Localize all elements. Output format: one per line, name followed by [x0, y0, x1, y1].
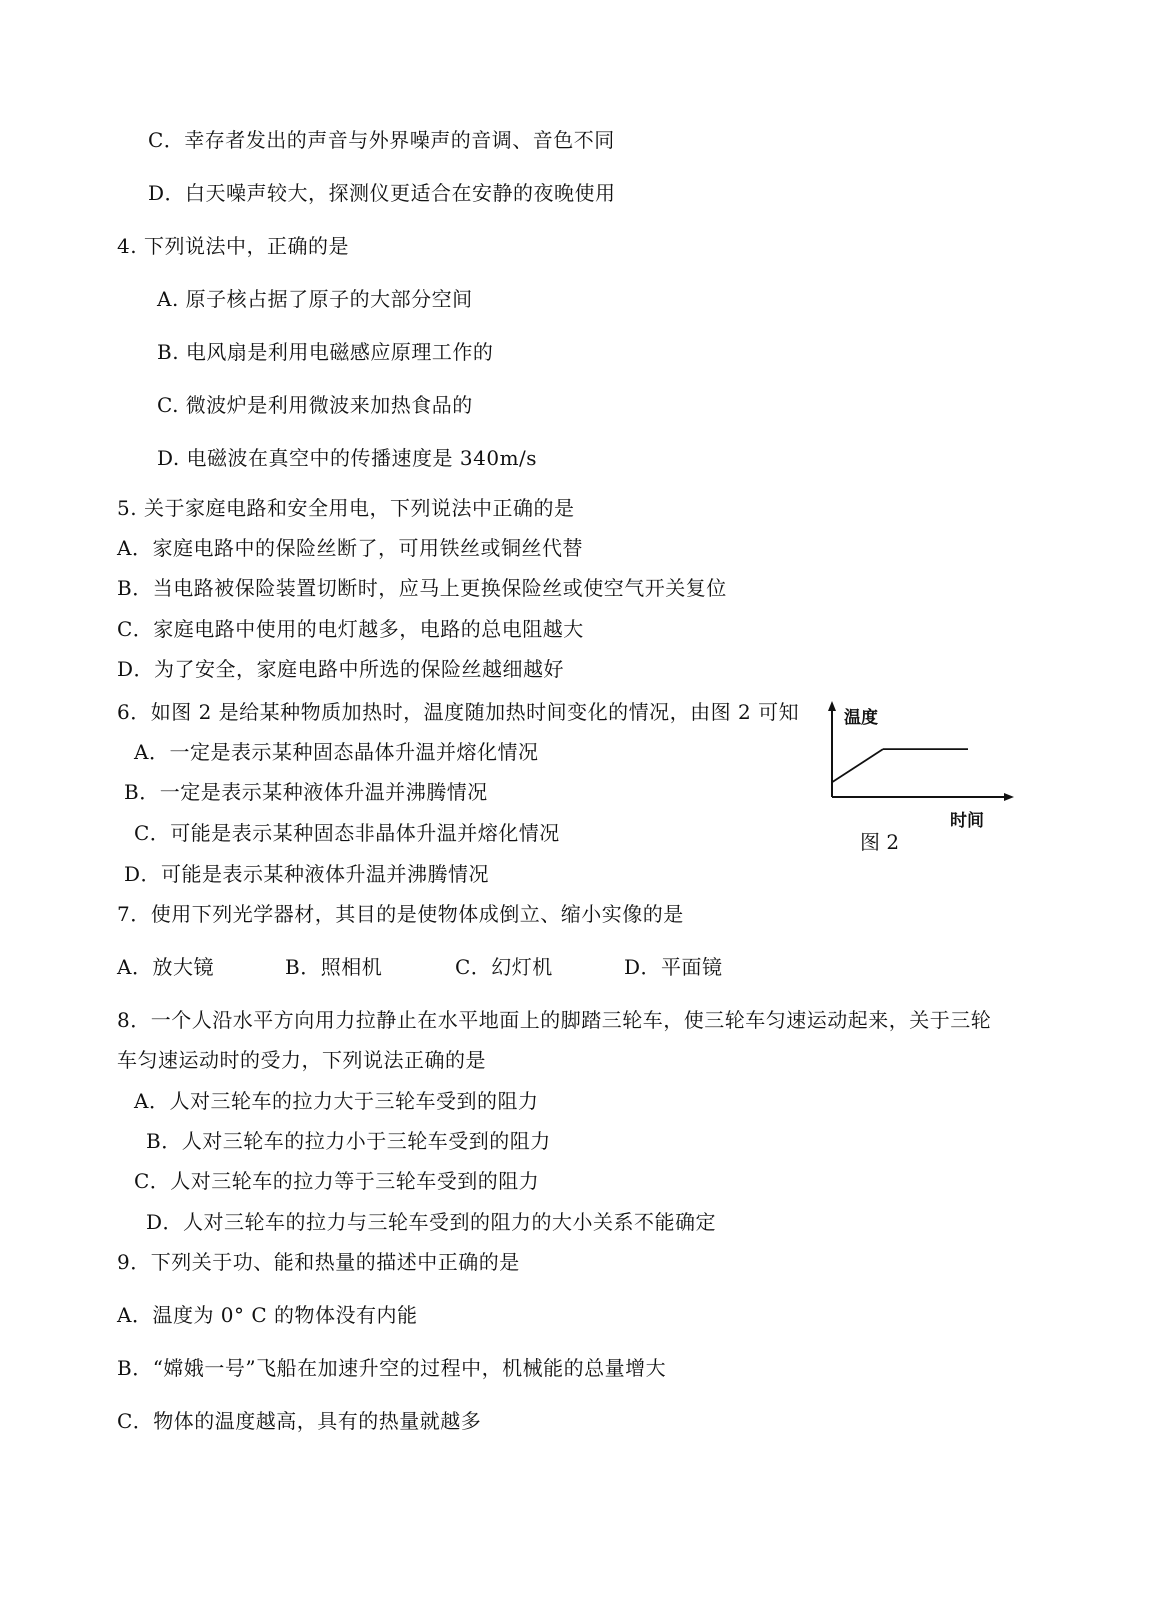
graph-y-axis-label: 温度 [844, 708, 878, 728]
q8-stem-line2: 车匀速运动时的受力，下列说法正确的是 [117, 1048, 486, 1072]
q7-option-b: B．照相机 [285, 955, 383, 979]
q6-option-b: B．一定是表示某种液体升温并沸腾情况 [124, 780, 488, 804]
q4-option-b: B. 电风扇是利用电磁感应原理工作的 [157, 340, 494, 364]
graph-x-axis-label: 时间 [950, 811, 984, 831]
x-axis-arrow [1004, 793, 1014, 801]
q5-option-d: D．为了安全，家庭电路中所选的保险丝越细越好 [117, 657, 565, 681]
q4-option-a: A. 原子核占据了原子的大部分空间 [157, 287, 473, 311]
rising-segment [832, 749, 883, 782]
q5-option-c: C．家庭电路中使用的电灯越多，电路的总电阻越大 [117, 617, 584, 641]
q4-stem: 4. 下列说法中，正确的是 [117, 234, 349, 258]
figure-caption: 图 2 [860, 830, 900, 854]
q3-option-d: D．白天噪声较大，探测仪更适合在安静的夜晚使用 [148, 181, 616, 205]
q8-option-d: D．人对三轮车的拉力与三轮车受到的阻力的大小关系不能确定 [146, 1210, 717, 1234]
q9-option-c: C．物体的温度越高，具有的热量就越多 [117, 1409, 482, 1433]
q6-stem: 6．如图 2 是给某种物质加热时，温度随加热时间变化的情况，由图 2 可知 [117, 700, 800, 724]
q5-stem: 5. 关于家庭电路和安全用电，下列说法中正确的是 [117, 496, 575, 520]
q9-stem: 9．下列关于功、能和热量的描述中正确的是 [117, 1250, 520, 1274]
q5-option-a: A．家庭电路中的保险丝断了，可用铁丝或铜丝代替 [117, 536, 583, 560]
q8-option-b: B．人对三轮车的拉力小于三轮车受到的阻力 [146, 1129, 551, 1153]
q3-option-c: C．幸存者发出的声音与外界噪声的音调、音色不同 [148, 128, 615, 152]
q7-stem: 7．使用下列光学器材，其目的是使物体成倒立、缩小实像的是 [117, 902, 684, 926]
q8-stem-line1: 8．一个人沿水平方向用力拉静止在水平地面上的脚踏三轮车，使三轮车匀速运动起来，关于三轮 [117, 1008, 992, 1032]
q5-option-b: B．当电路被保险装置切断时，应马上更换保险丝或使空气开关复位 [117, 576, 727, 600]
q9-option-a: A．温度为 0° C 的物体没有内能 [117, 1303, 418, 1327]
q9-option-b: B．“嫦娥一号”飞船在加速升空的过程中，机械能的总量增大 [117, 1356, 667, 1380]
q4-option-c: C. 微波炉是利用微波来加热食品的 [157, 393, 473, 417]
q7-option-c: C．幻灯机 [455, 955, 553, 979]
q7-option-d: D．平面镜 [624, 955, 723, 979]
q8-option-c: C．人对三轮车的拉力等于三轮车受到的阻力 [134, 1169, 540, 1193]
q8-option-a: A．人对三轮车的拉力大于三轮车受到的阻力 [134, 1089, 539, 1113]
q4-option-d: D. 电磁波在真空中的传播速度是 340m/s [157, 446, 538, 470]
y-axis-arrow [828, 701, 836, 711]
q6-option-d: D．可能是表示某种液体升温并沸腾情况 [124, 862, 490, 886]
q7-option-a: A．放大镜 [117, 955, 214, 979]
q6-option-a: A．一定是表示某种固态晶体升温并熔化情况 [134, 740, 539, 764]
q6-option-c: C．可能是表示某种固态非晶体升温并熔化情况 [134, 821, 560, 845]
graph-series [832, 749, 968, 782]
